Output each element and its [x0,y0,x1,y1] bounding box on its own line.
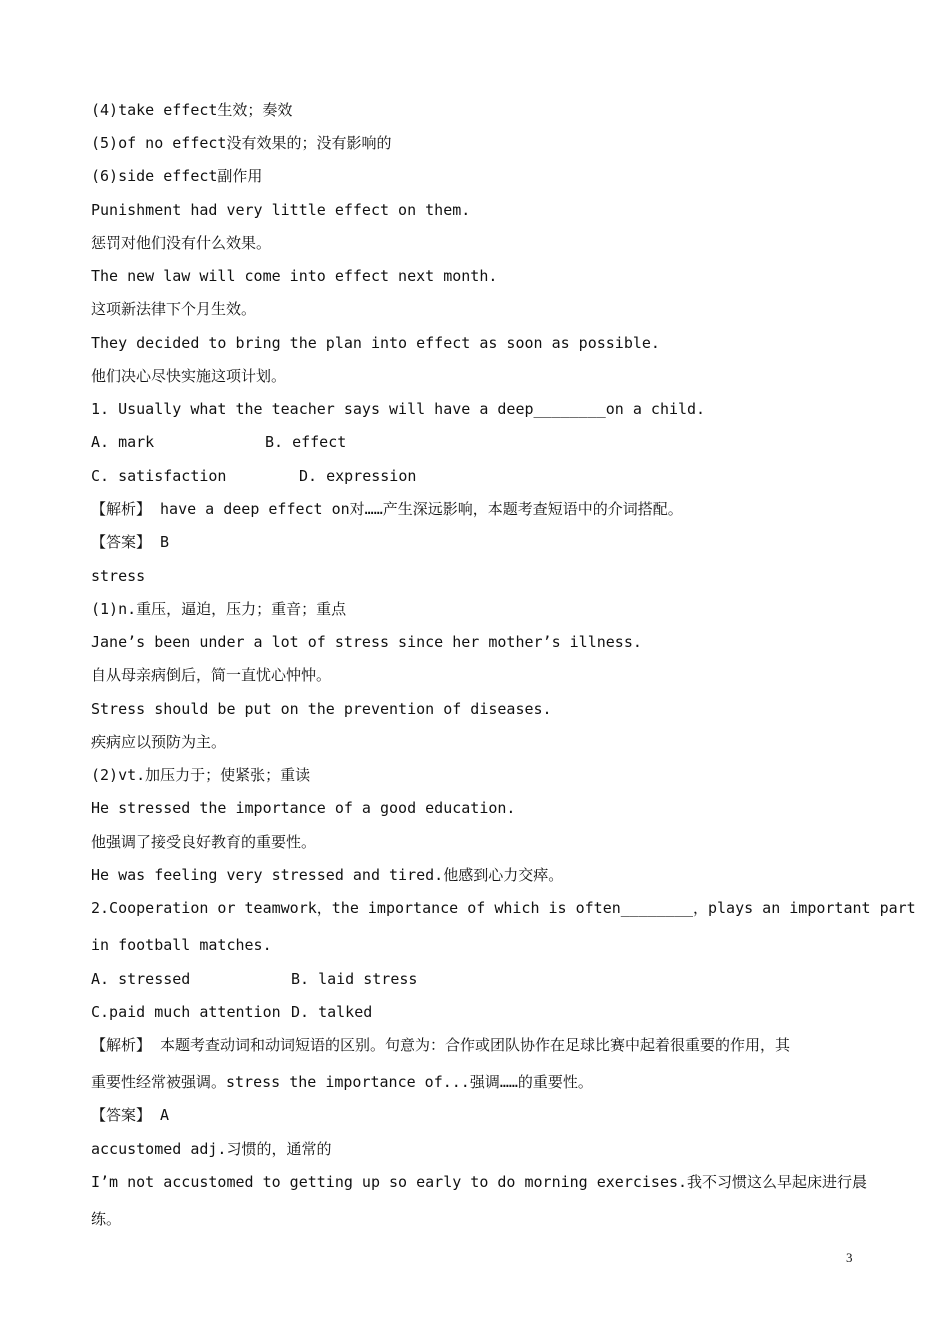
page-number: 3 [846,1250,853,1265]
option-b: B. effect [265,433,347,451]
question-2-continued: in football matches. [91,936,272,954]
option-c: C. satisfaction [91,467,227,485]
example-sentence: Stress should be put on the prevention of diseases. [91,700,552,718]
example-sentence: He stressed the importance of a good education. [91,799,516,817]
answer-2: 【答案】 A [91,1106,170,1124]
sense-noun: (1)n.重压，逼迫，压力；重音；重点 [91,600,347,618]
answer-1: 【答案】 B [91,533,170,551]
question-2: 2.Cooperation or teamwork，the importance of which is often________，plays an important part [91,899,916,917]
example-translation: 他们决心尽快实施这项计划。 [91,367,287,385]
option-a: A. stressed [91,970,191,988]
analysis-1: 【解析】 have a deep effect on对……产生深远影响，本题考查短语中的介词搭配。 [91,500,683,518]
option-d: D. talked [291,1003,373,1021]
example-translation: 疾病应以预防为主。 [91,733,227,751]
word-heading-stress: stress [91,567,146,585]
example-sentence: I’m not accustomed to getting up so early to do morning exercises.我不习惯这么早起床进行晨 [91,1173,868,1191]
example-sentence: The new law will come into effect next month. [91,267,498,285]
question-1-options-row-2 [91,466,861,486]
option-c: C.paid much attention [91,1003,281,1021]
phrase-take-effect: (4)take effect生效；奏效 [91,101,293,119]
example-translation: 自从母亲病倒后，简一直忧心忡忡。 [91,666,332,684]
analysis-2-continued: 重要性经常被强调。stress the importance of...强调……的重要性。 [91,1073,593,1091]
example-sentence: Punishment had very little effect on them. [91,201,471,219]
phrase-side-effect: (6)side effect副作用 [91,167,263,185]
example-sentence: Jane’s been under a lot of stress since her mother’s illness. [91,633,642,651]
option-d: D. expression [299,467,417,485]
example-sentence: They decided to bring the plan into effect as soon as possible. [91,334,660,352]
word-heading-accustomed: accustomed adj.习惯的，通常的 [91,1140,332,1158]
example-sentence: He was feeling very stressed and tired.他感到心力交瘁。 [91,866,564,884]
sense-verb: (2)vt.加压力于；使紧张；重读 [91,766,311,784]
question-2-options-row-1 [91,969,861,989]
option-b: B. laid stress [291,970,418,988]
question-1: 1. Usually what the teacher says will have a deep________on a child. [91,400,706,418]
option-a: A. mark [91,433,155,451]
phrase-of-no-effect: (5)of no effect没有效果的；没有影响的 [91,134,392,152]
example-sentence-continued: 练。 [91,1210,122,1228]
example-translation: 惩罚对他们没有什么效果。 [91,234,272,252]
question-2-options-row-2 [91,1002,861,1022]
example-translation: 他强调了接受良好教育的重要性。 [91,833,317,851]
example-translation: 这项新法律下个月生效。 [91,300,257,318]
analysis-2: 【解析】 本题考查动词和动词短语的区别。句意为：合作或团队协作在足球比赛中起着很重要的作用，其 [91,1036,791,1054]
question-1-options-row-1 [91,432,861,452]
